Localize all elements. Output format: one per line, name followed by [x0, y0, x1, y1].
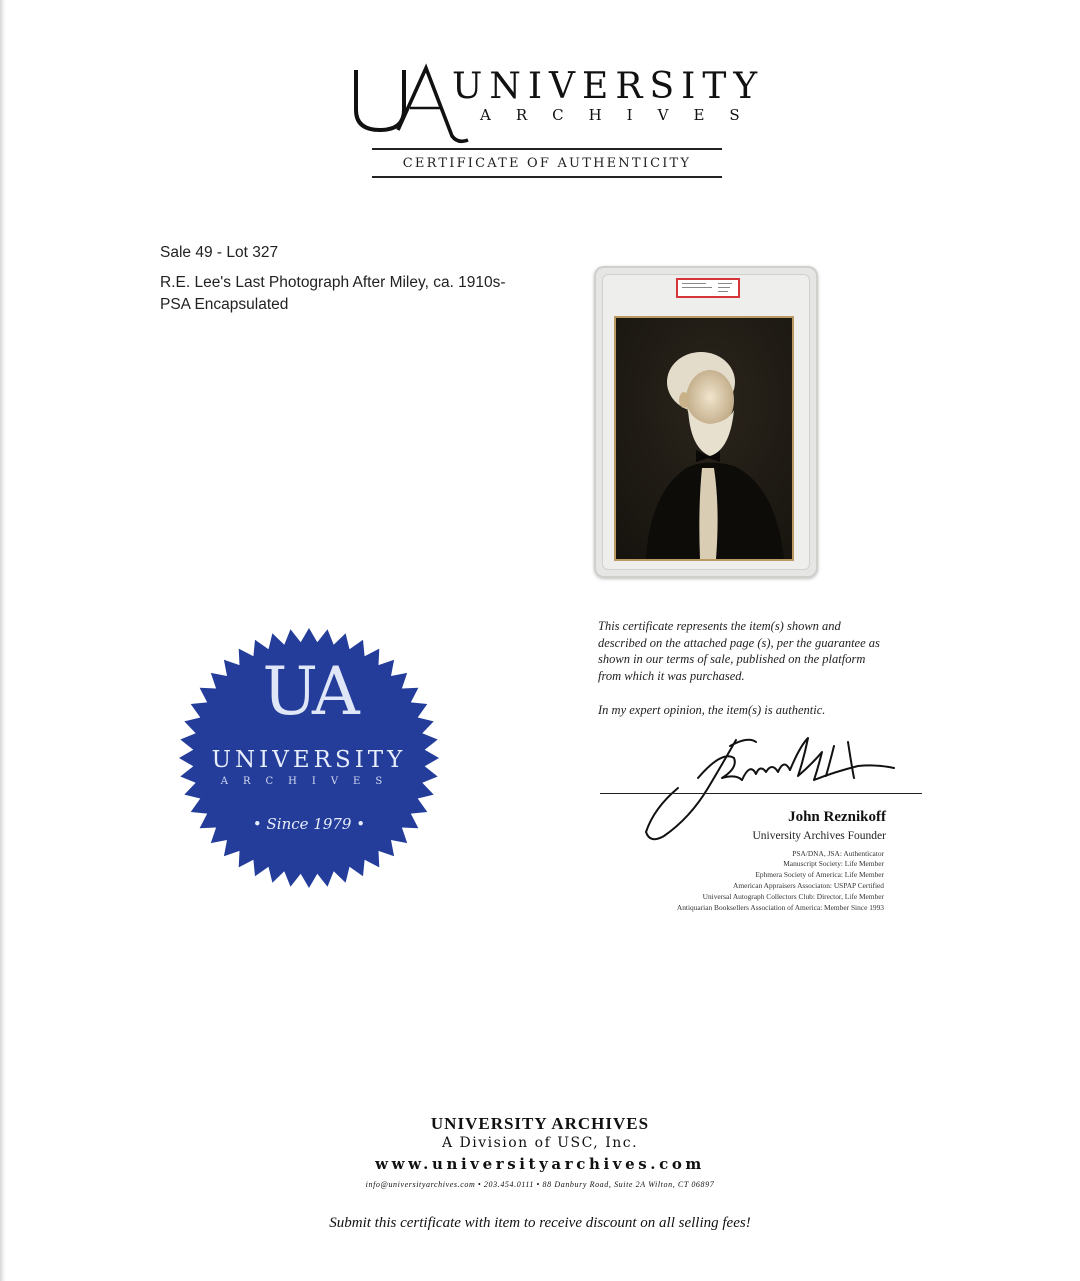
footer-division: A Division of USC, Inc.: [441, 1135, 639, 1151]
statement-line: shown in our terms of sale, published on the platform: [598, 652, 866, 666]
credential-line: American Appraisers Associaton: USPAP Certified: [733, 881, 884, 890]
seal-monogram: UA: [262, 653, 356, 730]
certification-statement: [598, 618, 908, 684]
credential-line: Ephmera Society of America: Life Member: [755, 870, 884, 879]
credential-line: Manuscript Society: Life Member: [783, 859, 884, 868]
statement-line: described on the attached page (s), per the guarantee as: [598, 635, 880, 650]
ua-monogram-icon: [340, 52, 470, 152]
statement-line: from which it was purchased.: [598, 668, 745, 683]
seal-word-university: UNIVERSITY: [211, 747, 407, 773]
sale-lot-number: Sale 49 - Lot 327: [160, 244, 279, 261]
founder-name: John Reznikoff: [788, 809, 886, 825]
credential-line: Universal Autograph Collectors Club: Director, Life Member: [702, 892, 884, 901]
signature-line: [600, 793, 922, 794]
logo-word-university: UNIVERSITY: [452, 66, 765, 107]
certificate-title: CERTIFICATE OF AUTHENTICITY: [402, 156, 692, 171]
university-archives-seal: [176, 625, 442, 891]
lot-title-line-1: R.E. Lee's Last Photograph After Miley, ca. 1910s-: [160, 274, 506, 291]
logo-word-archives: ARCHIVES: [480, 106, 765, 124]
seal-since-year: • Since 1979 •: [252, 815, 366, 833]
footer-website: www.universityarchives.com: [375, 1155, 705, 1173]
university-archives-logo: [340, 52, 765, 152]
portrait-image: [616, 318, 792, 559]
credential-line: Antiquarian Booksellers Association of America: Member Since 1993: [676, 903, 884, 912]
footer-contact-info: info@universityarchives.com • 203.454.0111 • 88 Danbury Road, Suite 2A Wilton, CT 06897: [365, 1180, 715, 1189]
seal-word-archives: ARCHIVES: [220, 776, 398, 787]
psa-label: [676, 278, 740, 298]
statement-line: This certificate represents the item(s) shown and: [598, 619, 841, 633]
footer-submit-note: Submit this certificate with item to receive discount on all selling fees!: [329, 1215, 751, 1231]
footer-company-name: UNIVERSITY ARCHIVES: [430, 1114, 650, 1133]
psa-slab: [594, 266, 818, 578]
scan-edge: [0, 0, 6, 1281]
portrait-photograph: [614, 316, 794, 561]
title-rule-top: [372, 148, 722, 150]
lot-title-line-2: PSA Encapsulated: [160, 296, 289, 313]
expert-opinion: In my expert opinion, the item(s) is authentic.: [598, 703, 826, 717]
founder-title: University Archives Founder: [752, 830, 886, 842]
credential-line: PSA/DNA, JSA: Authenticator: [792, 849, 884, 858]
title-rule-bottom: [372, 176, 722, 178]
